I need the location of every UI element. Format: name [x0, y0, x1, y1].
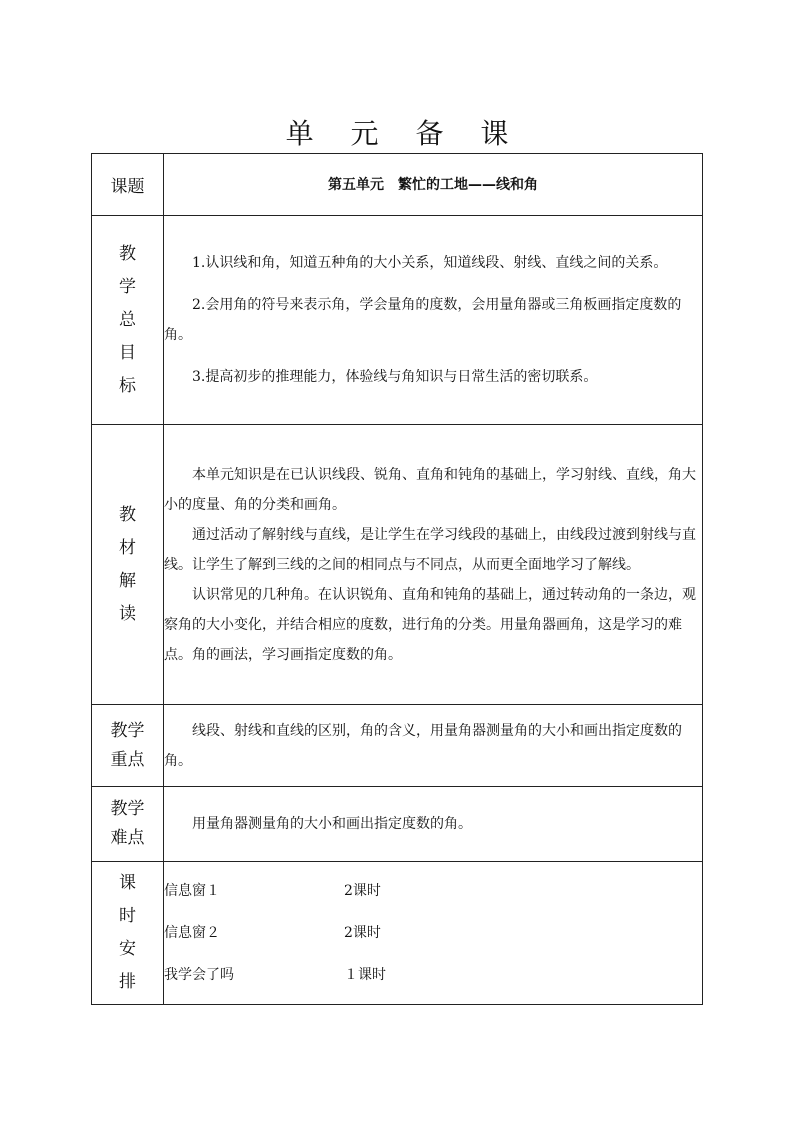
page-title: 单 元 备 课 [285, 117, 523, 150]
subject-value: 第五单元 繁忙的工地——线和角 [164, 154, 703, 216]
analysis-label: 教 材 解 读 [92, 425, 164, 705]
goal-item: 3.提高初步的推理能力，体验线与角知识与日常生活的密切联系。 [192, 369, 598, 385]
difficulties-row [92, 787, 703, 862]
schedule-content [164, 862, 703, 1005]
goal-item: 2.会用角的符号来表示角，学会量角的度数，会用量角器或三角板画指定度数的角。 [164, 297, 682, 343]
analysis-paragraph: 认识常见的几种角。在认识锐角、直角和钝角的基础上，通过转动角的一条边，观察角的大小变化，并结合相应的度数，进行角的分类。用量角器画角，这是学习的难点。角的画法，学习画指定度数的角。 [164, 586, 696, 663]
schedule-item: 我学会了吗 １课时 [164, 967, 386, 983]
keypoints-content: 线段、射线和直线的区别，角的含义，用量角器测量角的大小和画出指定度数的角。 [164, 705, 703, 787]
schedule-label: 课 时 安 排 [92, 862, 164, 1005]
lesson-plan-table [91, 153, 703, 1005]
analysis-row [92, 425, 703, 705]
analysis-content [164, 425, 703, 705]
subject-row [92, 154, 703, 216]
schedule-item: 信息窗１ 2课时 [164, 883, 381, 899]
subject-label: 课题 [92, 154, 164, 216]
analysis-paragraph: 通过活动了解射线与直线，是让学生在学习线段的基础上，由线段过渡到射线与直线。让学生了解到三线的之间的相同点与不同点，从而更全面地学习了解线。 [164, 526, 696, 573]
difficulties-content: 用量角器测量角的大小和画出指定度数的角。 [164, 787, 703, 862]
goals-label: 教 学 总 目 标 [92, 216, 164, 425]
analysis-paragraph: 本单元知识是在已认识线段、锐角、直角和钝角的基础上，学习射线、直线，角大小的度量、角的分类和画角。 [164, 466, 696, 513]
goals-content [164, 216, 703, 425]
goal-item: 1.认识线和角，知道五种角的大小关系，知道线段、射线、直线之间的关系。 [192, 255, 668, 271]
keypoints-label: 教学 重点 [92, 705, 164, 787]
keypoints-row [92, 705, 703, 787]
goals-row [92, 216, 703, 425]
schedule-row [92, 862, 703, 1005]
difficulties-label: 教学 难点 [92, 787, 164, 862]
schedule-item: 信息窗２ 2课时 [164, 925, 381, 941]
